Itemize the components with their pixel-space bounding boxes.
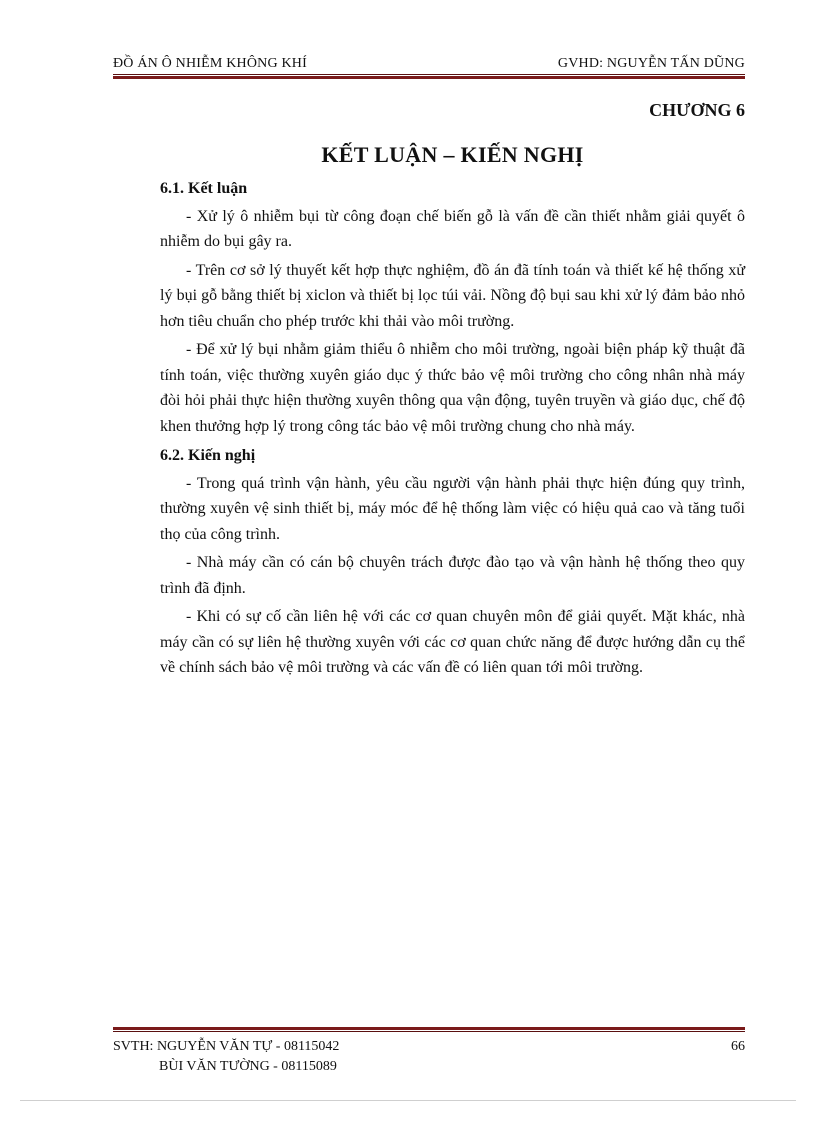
section-recommendation <box>160 443 745 681</box>
document-body <box>160 172 745 684</box>
header-divider <box>113 74 745 79</box>
section-heading: 6.2. Kiến nghị <box>160 447 256 464</box>
footer-student-2: BÙI VĂN TƯỜNG - 08115089 <box>159 1059 337 1074</box>
page-footer <box>113 1037 745 1077</box>
page-header <box>113 50 745 72</box>
paragraph: - Trên cơ sở lý thuyết kết hợp thực nghiệm, đồ án đã tính toán và thiết kế hệ thống xử lý bụi gỗ bằng thiết bị xiclon và thiết bị lọc túi vải. Nồng độ bụi sau khi xử lý đảm bảo nhỏ hơn tiêu chuẩn cho phép trước khi thải vào môi trường. <box>160 261 745 330</box>
paragraph: - Trong quá trình vận hành, yêu cầu người vận hành phải thực hiện đúng quy trình, thường xuyên vệ sinh thiết bị, máy móc để hệ thống làm việc có hiệu quả cao và tăng tuổi thọ của công trình. <box>160 474 745 543</box>
header-project-title: ĐỒ ÁN Ô NHIỄM KHÔNG KHÍ <box>113 56 307 71</box>
paragraph: - Nhà máy cần có cán bộ chuyên trách được đào tạo và vận hành hệ thống theo quy trình đã định. <box>160 554 745 597</box>
section-heading: 6.1. Kết luận <box>160 180 248 197</box>
paragraph: - Xử lý ô nhiễm bụi từ công đoạn chế biến gỗ là vấn đề cần thiết nhằm giải quyết ô nhiễm do bụi gây ra. <box>160 207 745 250</box>
footer-divider <box>113 1027 745 1032</box>
page-number: 66 <box>731 1039 745 1054</box>
chapter-label: CHƯƠNG 6 <box>649 100 745 120</box>
paragraph: - Khi có sự cố cần liên hệ với các cơ quan chuyên môn để giải quyết. Mặt khác, nhà máy cần có sự liên hệ thường xuyên với các cơ quan chức năng để được hướng dẫn cụ thể về chính sách bảo vệ môi trường và các vấn đề có liên quan tới môi trường. <box>160 608 745 676</box>
header-advisor: GVHD: NGUYỄN TẤN DŨNG <box>557 56 745 71</box>
page-title: KẾT LUẬN – KIẾN NGHỊ <box>321 142 584 167</box>
section-conclusion <box>160 176 745 439</box>
paragraph: - Để xử lý bụi nhằm giảm thiểu ô nhiễm cho môi trường, ngoài biện pháp kỹ thuật đã tính toán, việc thường xuyên giáo dục ý thức bảo vệ môi trường cho công nhân nhà máy đòi hỏi phải thực hiện thường xuyên thông qua vận động, tuyên truyền và giáo dục, chế độ khen thưởng hợp lý trong công tác bảo vệ môi trường chung cho nhà máy. <box>160 341 745 435</box>
page-bottom-divider <box>20 1100 796 1101</box>
footer-student-1: SVTH: NGUYỄN VĂN TỰ - 08115042 <box>113 1039 340 1054</box>
